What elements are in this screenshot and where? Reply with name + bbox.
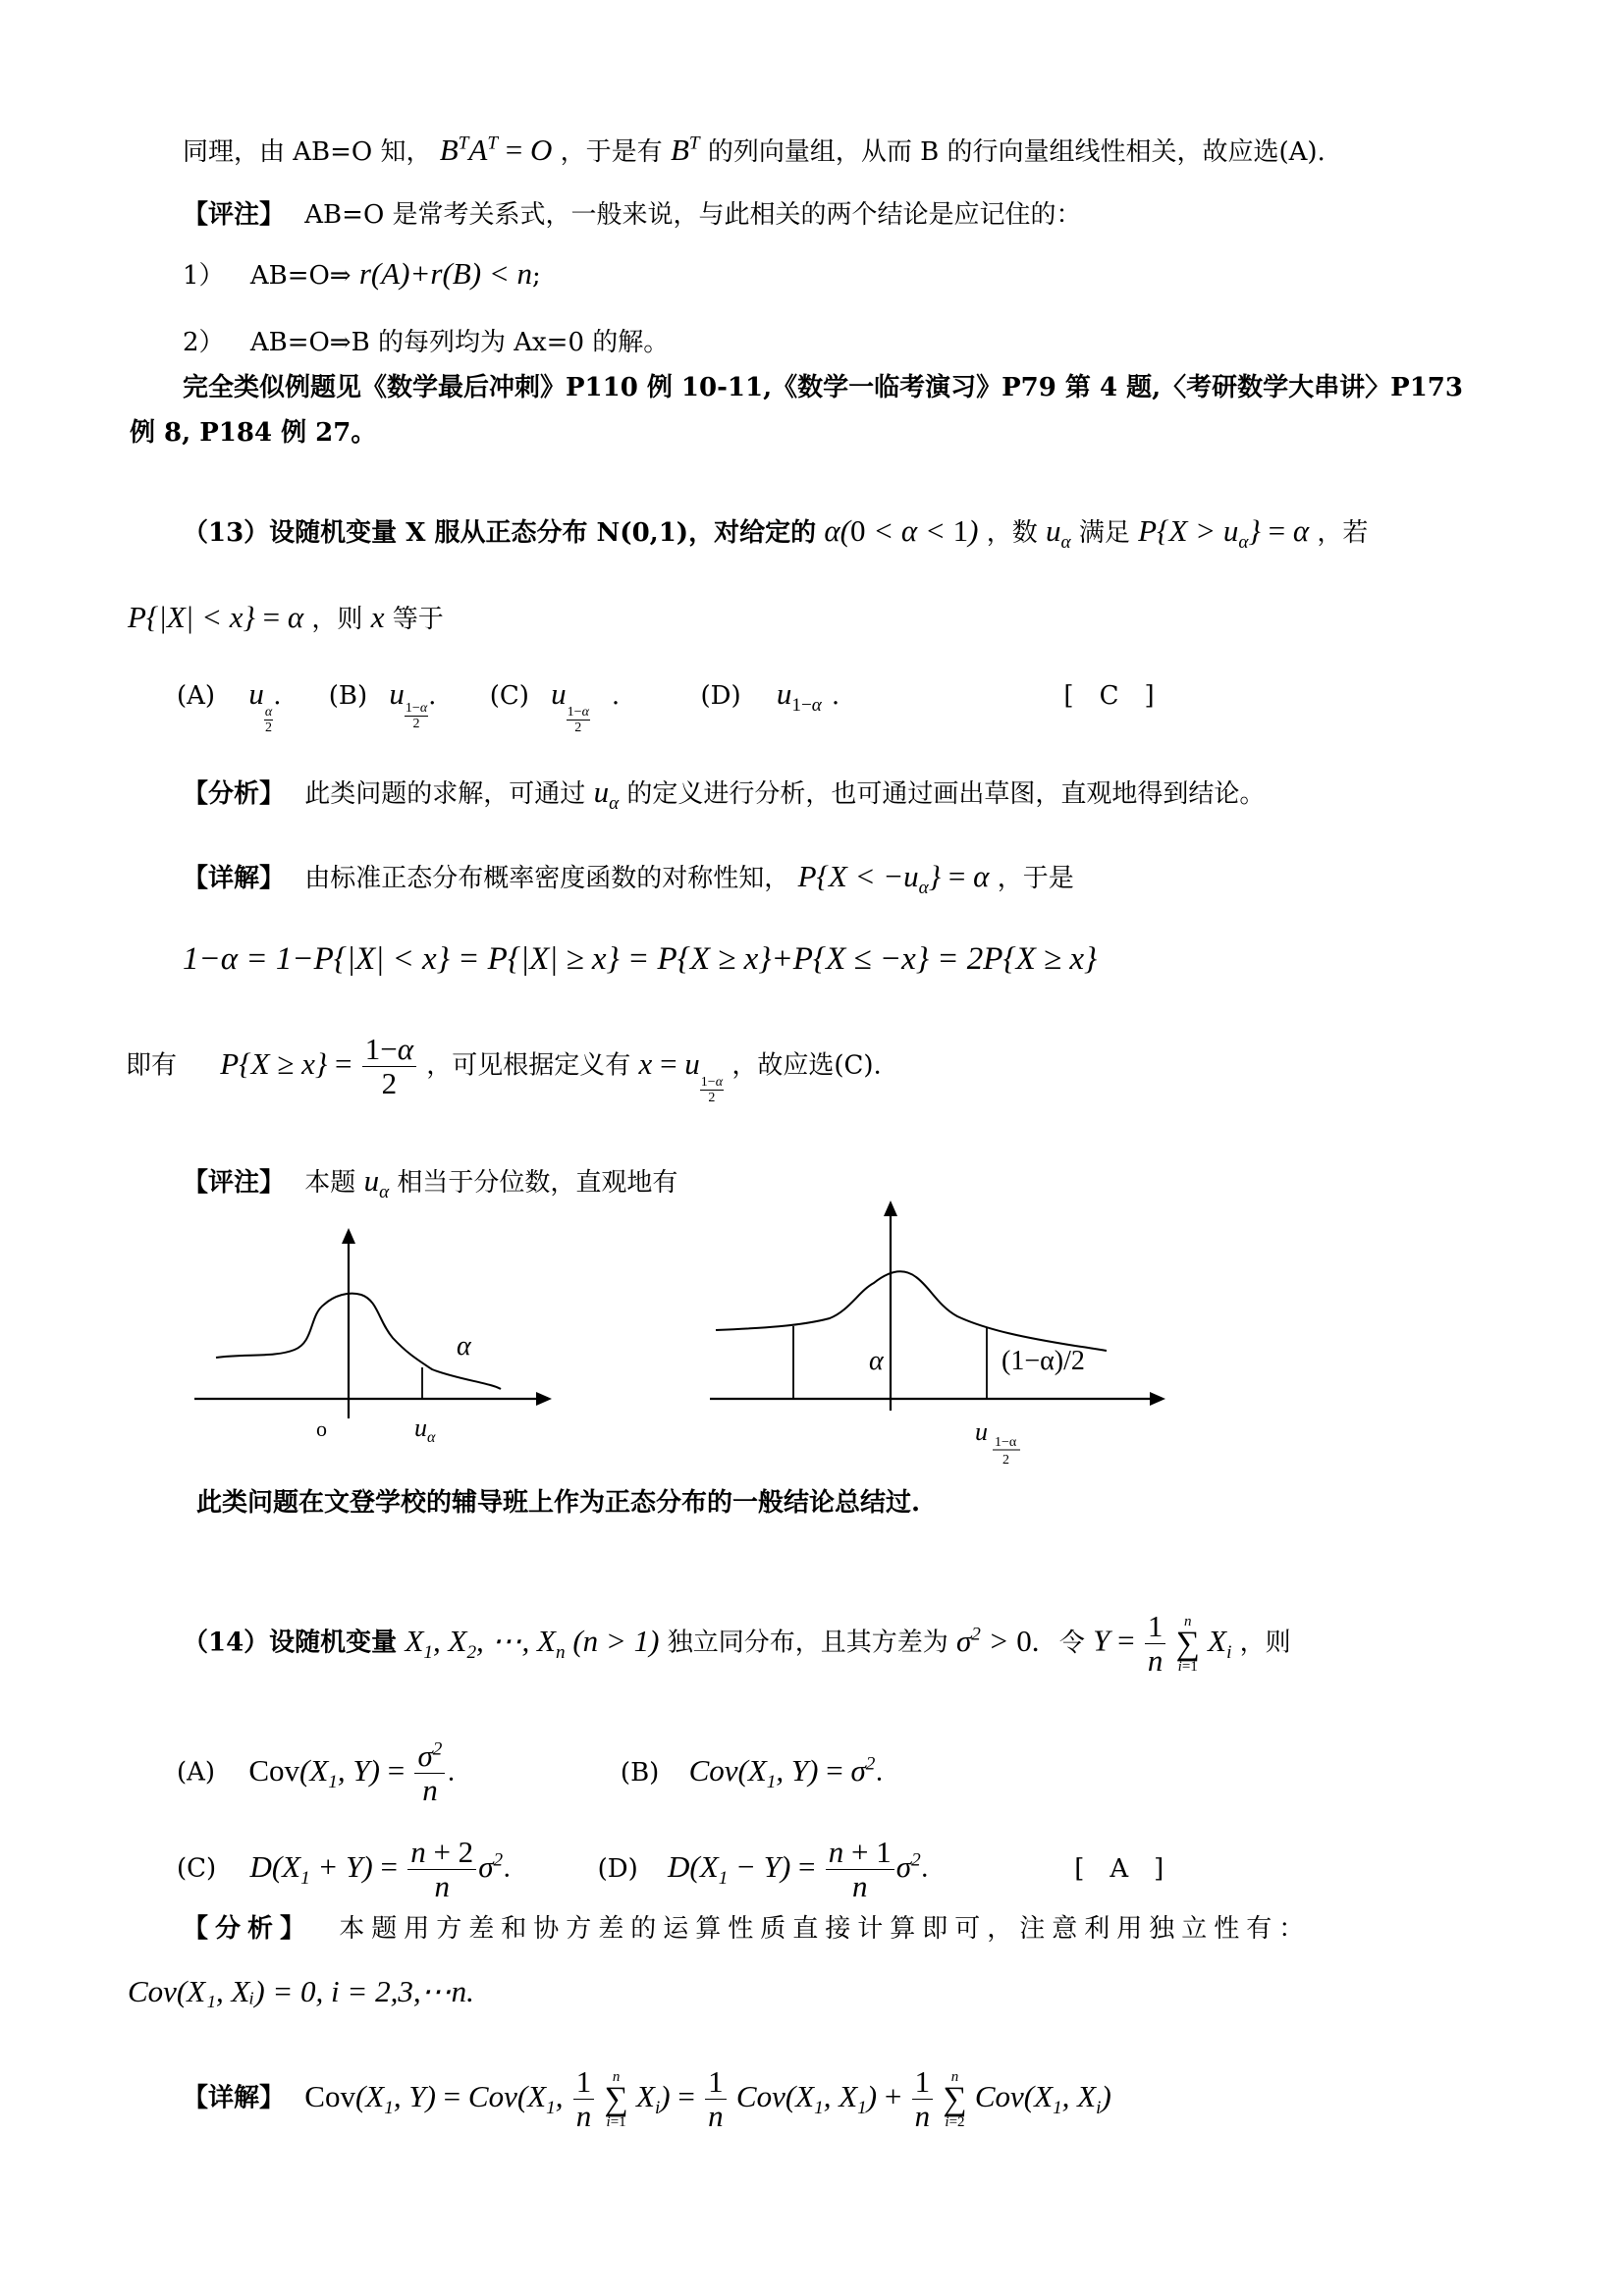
q12-ref-line1: 完全类似例题见《数学最后冲刺》P110 例 10-11,《数学一临考演习》P79 第 4 题,〈考研数学大串讲〉P173 bbox=[183, 373, 1463, 402]
q14-detail: 【详解】 $Cov(X_1$, $Y) = Cov(X_1$, $\frac{1}{n}$ n ∑ i=1 $X_i$) = $\frac{1}{n}$ $Cov(X_1$, $X_1$) + $\frac{1}{n}$ n ∑ i=2 $Cov(X_1$, $X_i$) bbox=[183, 2064, 1111, 2133]
q14-analysis-math: Cov(X₁, Xᵢ) = 0, i = 2,3,⋯n. bbox=[128, 1974, 474, 2008]
q14-stem: （14）设随机变量 $X_1$, $X_2$, ⋯, $X_n$ (n > 1) 独立同分布，且其方差为 $\sigma^2 > 0$. 令 Y = $\frac{1}{n}$ n ∑ i=1 $X_i$ ，则 bbox=[183, 1609, 1291, 1678]
fig1-alpha-label: α bbox=[457, 1331, 471, 1362]
fig2-u-sub-num: 1−α bbox=[995, 1435, 1017, 1450]
fig2-u-label: u bbox=[975, 1417, 988, 1446]
figure-density-one-sided bbox=[187, 1222, 560, 1448]
fig1-u-label: $u_\alpha$ bbox=[414, 1414, 436, 1446]
q12-ref-line2: 例 8, P184 例 27。 bbox=[130, 418, 377, 448]
q14-answer: [ A ] bbox=[1074, 1853, 1164, 1884]
fig1-origin-label: o bbox=[316, 1416, 327, 1441]
figure-density-two-sided bbox=[702, 1193, 1173, 1477]
fig2-u-sub-den: 2 bbox=[1002, 1453, 1009, 1468]
q13-stem-line2: P{|X| < x} = α ，则 x 等于 bbox=[128, 600, 444, 634]
q13-stem-line1: （13）设随机变量 X 服从正态分布 N(0,1)，对给定的 α(0 < α < 1) ，数 $u_\alpha$ 满足 $P\{X > u_\alpha\} = \alpha$ ，若 bbox=[183, 513, 1369, 554]
q13-result: 即有 P{X ≥ x} = $\frac{1-\alpha}{2}$ ，可见根据定义有 x = u $\frac{1-\alpha}{2}$ ，故应选(C). bbox=[126, 1032, 882, 1105]
q14-options-ab: (A) $Cov(X_1$, Y) = $\frac{\sigma^2}{n}$ . (B) $Cov(X_1$, $Y) = \sigma^2$. bbox=[177, 1738, 884, 1807]
q14-options-cd: (C) $D(X_1 + Y)$ = $\frac{n + 2}{n}$ $\sigma^2$. (D) $D(X_1 - Y)$ = $\frac{n + 1}{n}$ $\sigma^2$. [ A ] bbox=[177, 1835, 1164, 1903]
q12-item1: 1） AB=O⇒ r(A)+r(B) < n; bbox=[183, 256, 541, 291]
q13-options: (A) u $\frac{\alpha}{2}$ . (B) u $\frac{1-\alpha}{2}$ . (C) u $\frac{1-\alpha}{2}$ . (D) $u_{1-\alpha}$ . [ C ] bbox=[177, 676, 1155, 735]
q13-equation: 1−α = 1−P{|X| < x} = P{|X| ≥ x} = P{X ≥ x}+P{X ≤ −x} = 2P{X ≥ x} bbox=[183, 941, 1098, 977]
q13-summary: 此类问题在文登学校的辅导班上作为正态分布的一般结论总结过. bbox=[196, 1488, 921, 1518]
fig2-tail-label: (1−α)/2 bbox=[1001, 1346, 1085, 1376]
q14-analysis: 【分析】 本题用方差和协方差的运算性质直接计算即可，注意利用独立性有： bbox=[183, 1914, 1312, 1944]
fig2-alpha-label: α bbox=[869, 1346, 884, 1376]
q13-analysis: 【分析】 此类问题的求解，可通过 $u_\alpha$ 的定义进行分析，也可通过画出草图，直观地得到结论。 bbox=[183, 774, 1266, 815]
q13-detail: 【详解】 由标准正态分布概率密度函数的对称性知， $P\{X < -u_\alpha\} = \alpha$ ，于是 bbox=[183, 859, 1074, 899]
q12-line1: 同理，由 AB=O 知， $B^TA^T = O$ ，于是有 $B^T$ 的列向量组，从而 B 的行向量组线性相关，故应选(A). bbox=[183, 133, 1326, 167]
q13-answer: [ C ] bbox=[1063, 681, 1155, 711]
q13-comment: 【评注】 本题 $u_\alpha$ 相当于分位数，直观地有 bbox=[183, 1163, 678, 1203]
q12-comment: 【评注】 AB=O 是常考关系式，一般来说，与此相关的两个结论是应记住的： bbox=[183, 200, 1082, 230]
q12-item2: 2） AB=O⇒B 的每列均为 Ax=0 的解。 bbox=[183, 328, 670, 357]
